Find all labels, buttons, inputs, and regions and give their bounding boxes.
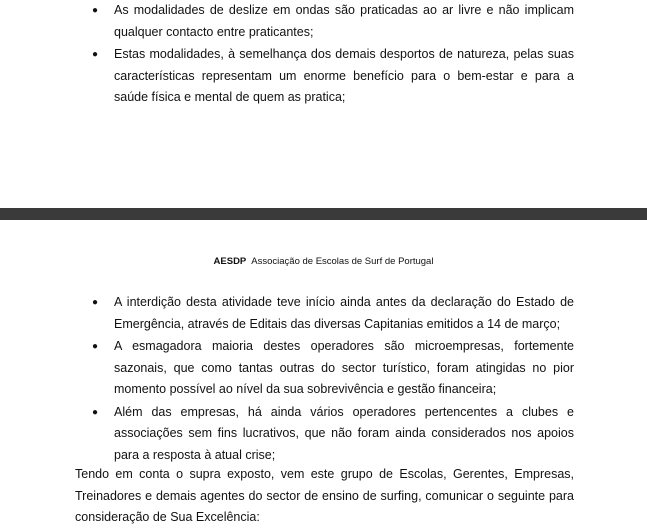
list-item	[0, 44, 647, 109]
bullet-icon: ●	[92, 5, 99, 16]
list-item-text: Estas modalidades, à semelhança dos demais desportos de natureza, pelas suas características representam um enorme benefício para o bem-estar e para a saúde física e mental de quem as pratica;	[114, 47, 574, 104]
bullet-icon: ●	[92, 49, 99, 60]
body-paragraph: Tendo em conta o supra exposto, vem este grupo de Escolas, Gerentes, Empresas, Treinadores e demais agentes do sector de ensino de surfing, comunicar o seguinte para consideração de Sua Excelência:	[75, 467, 574, 524]
document-page-top	[0, 0, 647, 208]
list-item	[0, 292, 647, 335]
bullet-icon: ●	[92, 341, 99, 352]
bullet-list-top	[0, 0, 647, 110]
page-header	[0, 255, 647, 269]
list-item-text: A esmagadora maioria destes operadores são microempresas, fortemente sazonais, que como tantas outras do sector turístico, foram atingidas no pior momento possível ao nível da sua sobrevivência e gestão financeira;	[114, 339, 574, 396]
bullet-icon: ●	[92, 406, 99, 418]
header-abbreviation: AESDP	[213, 256, 247, 267]
bullet-icon: ●	[92, 297, 99, 308]
list-item	[0, 0, 647, 43]
list-item-text: Além das empresas, há ainda vários operadores pertencentes a clubes e associações sem fins lucrativos, que não foram ainda considerados nos apoios para a resposta à atual crise;	[114, 404, 574, 462]
list-item-text: As modalidades de deslize em ondas são praticadas ao ar livre e não implicam qualquer contacto entre praticantes;	[114, 3, 574, 39]
document-page-bottom	[0, 220, 647, 530]
page-separator	[0, 208, 647, 220]
list-item	[0, 336, 647, 401]
list-item	[0, 402, 647, 467]
bullet-list-bottom	[0, 292, 647, 467]
list-item-text: A interdição desta atividade teve início ainda antes da declaração do Estado de Emergência, através de Editais das diversas Capitanias emitidos a 14 de março;	[114, 295, 574, 331]
header-organization-name: Associação de Escolas de Surf de Portugal	[251, 256, 434, 267]
